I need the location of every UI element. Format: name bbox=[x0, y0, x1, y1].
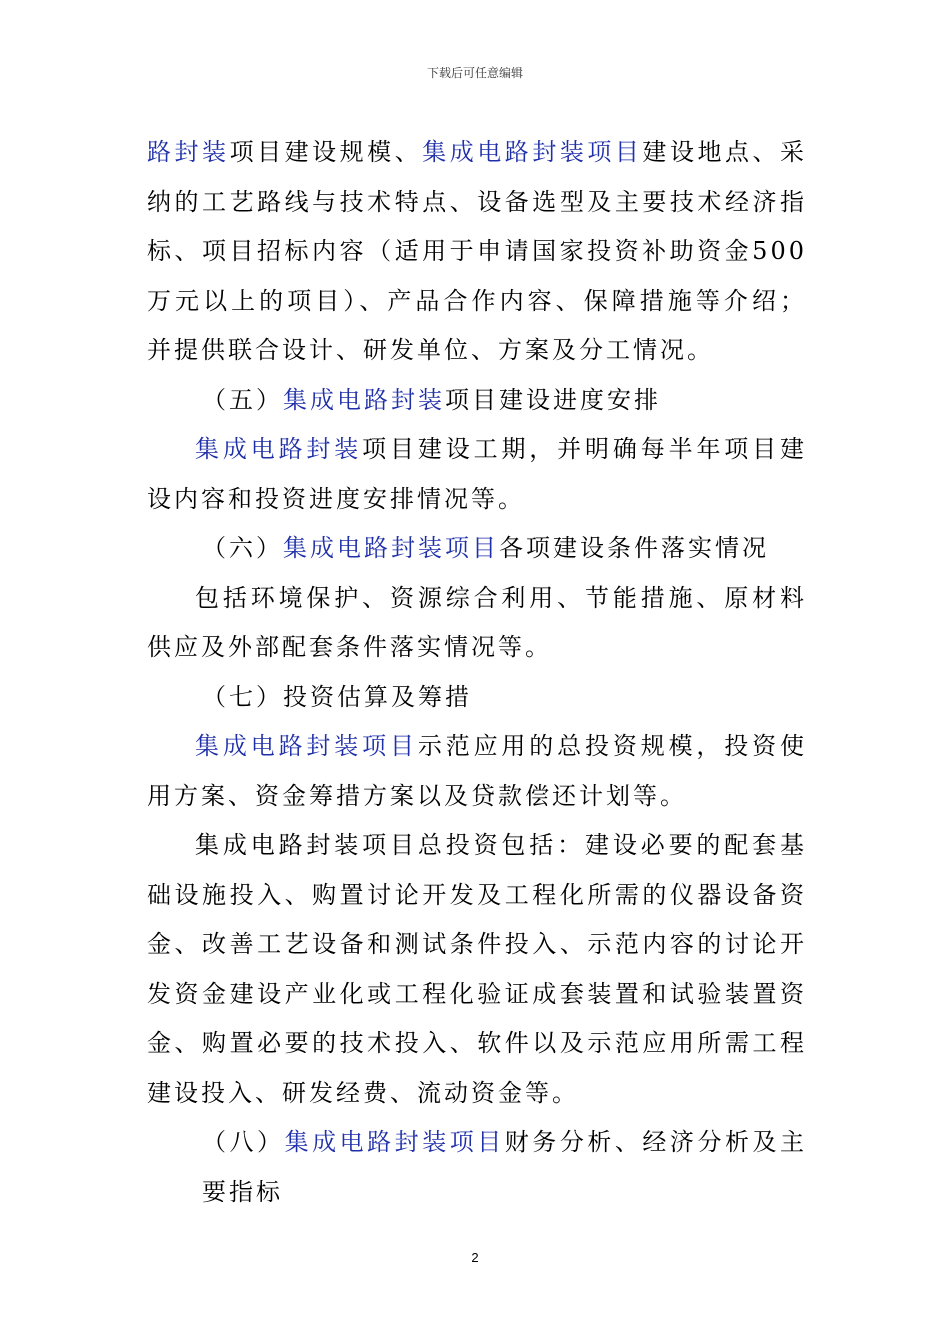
highlight-text: 路封装 bbox=[147, 138, 230, 166]
heading-text: 投资估算及筹措 bbox=[283, 682, 472, 711]
heading-number: （六） bbox=[202, 534, 283, 562]
highlight-text: 集成电路封装项目 bbox=[284, 1128, 505, 1156]
section-heading-6 bbox=[147, 524, 807, 574]
body-text: 项目建设工期，并明确每半年项目建设内容和投资进度安排情况等。 bbox=[147, 435, 808, 513]
body-text: 示范应用的总投资规模，投资使用方案、资金筹措方案以及贷款偿还计划等。 bbox=[147, 732, 808, 810]
heading-number: （八） bbox=[202, 1128, 285, 1156]
paragraph-investment bbox=[147, 722, 807, 821]
heading-number: （五） bbox=[202, 385, 283, 414]
body-text: 项目建设规模、 bbox=[229, 138, 423, 166]
page-number: 2 bbox=[471, 1250, 479, 1265]
paragraph-schedule bbox=[147, 425, 807, 524]
paragraph-scale-location bbox=[147, 128, 807, 376]
heading-text: 各项建设条件落实情况 bbox=[499, 534, 769, 562]
section-heading-8 bbox=[147, 1118, 807, 1217]
body-text: 建设地点、采纳的工艺路线与技术特点、设备选型及主要技术经济指标、项目招标内容（适用于申请国家投资补助资金500万元以上的项目）、产品合作内容、保障措施等介绍；并提供联合设计、研发单位、方案及分工情况。 bbox=[147, 138, 808, 364]
heading-text: 财务分析、经济分析及主要指标 bbox=[202, 1128, 808, 1206]
highlight-text: 集成电路封装 bbox=[195, 435, 363, 463]
section-heading-5 bbox=[147, 376, 807, 426]
heading-text: 项目建设进度安排 bbox=[445, 385, 661, 414]
page-header: 下载后可任意编辑 bbox=[426, 66, 523, 80]
highlight-text: 集成电路封装项目 bbox=[422, 138, 643, 166]
body-text: 集成电路封装项目总投资包括：建设必要的配套基础设施投入、购置讨论开发及工程化所需的仪器设备资金、改善工艺设备和测试条件投入、示范内容的讨论开发资金建设产业化或工程化验证成套装置和试验装置资金、购置必要的技术投入、软件以及示范应用所需工程建设投入、研发经费、流动资金等。 bbox=[147, 831, 807, 1107]
heading-number: （七） bbox=[202, 682, 283, 711]
section-heading-7 bbox=[147, 673, 807, 723]
paragraph-conditions bbox=[147, 574, 807, 673]
highlight-text: 集成电路封装 bbox=[283, 385, 445, 414]
highlight-text: 集成电路封装项目 bbox=[283, 534, 499, 562]
body-text: 包括环境保护、资源综合利用、节能措施、原材料供应及外部配套条件落实情况等。 bbox=[147, 583, 807, 661]
document-body bbox=[147, 128, 807, 1217]
highlight-text: 集成电路封装项目 bbox=[195, 732, 418, 760]
paragraph-total-investment bbox=[147, 821, 807, 1118]
